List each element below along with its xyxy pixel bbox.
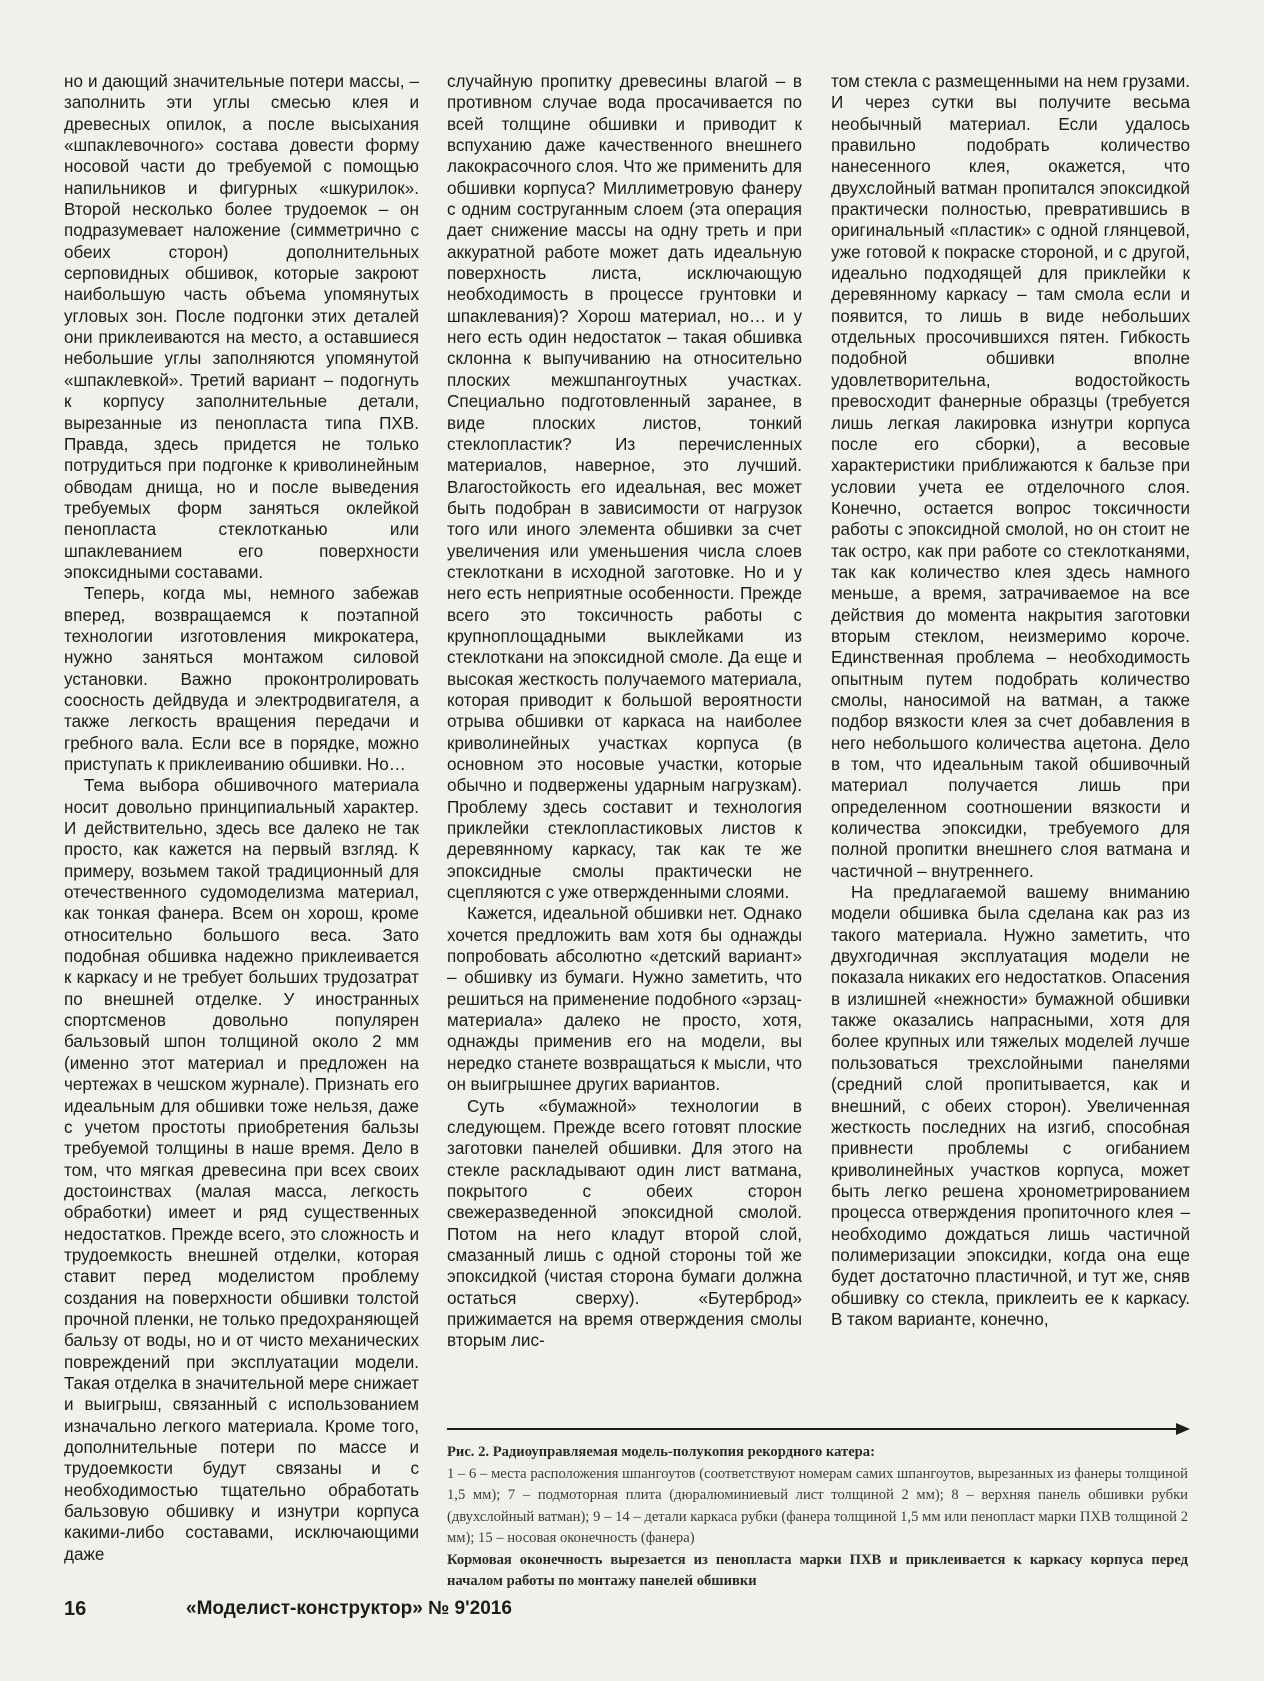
text-column-2 [447,71,802,1352]
paragraph: но и дающий значительные потери массы, – заполнить эти углы смесью клея и древесных опилок, а после высыхания «шпаклевочного» состава довести форму носовой части до требуемой с помощью напильников и фигурных «шкурилок». Второй несколько более трудоемок – он подразумевает наложение (симметрично с обеих сторон) дополнительных серповидных обшивок, которые закроют наибольшую часть объема упомянутых угловых зон. После подгонки этих деталей они приклеиваются на место, а оставшиеся небольшие углы заполняются упомянутой «шпаклевкой». Третий вариант – подогнуть к корпусу заполнительные детали, вырезанные из пенопласта типа ПХВ. Правда, здесь придется не только потрудиться при подгонке к криволинейным обводам днища, но и после выведения требуемых форм заняться оклейкой пенопласта стеклотканью или шпаклеванием его поверхности эпоксидными составами. [64,72,419,582]
caption-body: 1 – 6 – места расположения шпангоутов (соответствуют номерам самих шпангоутов, вырезанных из фанеры толщиной 1,5 мм); 7 – подмоторная плита (дюралюминиевый лист толщиной 2 мм); 8 – верхняя панель обшивки рубки (двухслойный ватман); 9 – 14 – детали каркаса рубки (фанера толщиной 1,5 мм или пенопласт марки ПХВ толщиной 2 мм); 15 – носовая оконечность (фанера) [447,1465,1188,1546]
paragraph: Теперь, когда мы, немного забежав вперед, возвращаемся к поэтапной технологии изготовления микрокатера, нужно заняться монтажом силовой установки. Важно проконтролировать соосность дейдвуда и электродвигателя, а также легкость вращения передачи и гребного вала. Если все в порядке, можно приступать к приклеиванию обшивки. Но… [64,584,419,774]
caption-note: Кормовая оконечность вырезается из пенопласта марки ПХВ и приклеивается к каркасу корпуса перед началом работы по монтажу панелей обшивки [447,1551,1188,1589]
paragraph: Кажется, идеальной обшивки нет. Однако хочется предложить вам хотя бы однажды попробовать абсолютно «детский вариант» – обшивку из бумаги. Нужно заметить, что решиться на применение подобного «эрзац-материала» далеко не просто, хотя, однажды применив его на модели, вы нередко станете возвращаться к мысли, что он выигрышнее других вариантов. [447,904,802,1095]
paragraph: Тема выбора обшивочного материала носит довольно принципиальный характер. И действительно, здесь все далеко не так просто, как кажется на первый взгляд. К примеру, возьмем такой традиционный для отечественного судомоделизма материал, как тонкая фанера. Всем он хорош, кроме относительно большого веса. Зато подобная обшивка надежно приклеивается к каркасу и не требует больших трудозатрат по внешней отделке. У иностранных спортсменов довольно популярен бальзовый шпон толщиной около 2 мм (именно этот материал и предложен на чертежах в чешском журнале). Признать его идеальным для обшивки тоже нельзя, даже с учетом простоты приобретения бальзы требуемой толщины в наше время. Дело в том, что мягкая древесина при всех своих достоинствах (малая масса, легкость обработки) имеет и ряд существенных недостатков. Прежде всего, это сложность и трудоемкость внешней отделки, которая ставит перед моделистом проблему создания на поверхности обшивки толстой прочной пленки, не только предохраняющей бальзу от воды, но и от чисто механических повреждений при эксплуатации модели. Такая отделка в значительной мере снижает и выигрыш, связанный с использованием изначально легкого материала. Кроме того, дополнительные потери по массе и трудоемкости будут связаны и с необходимостью тщательно обработать бальзовую обшивку и изнутри корпуса какими-либо составами, исключающими даже [64,776,419,1564]
page-number: 16 [64,1598,87,1620]
magazine-title: «Моделист-конструктор» № 9'2016 [186,1598,512,1619]
caption-title: Рис. 2. Радиоуправляемая модель-полукопия рекордного катера: [447,1444,875,1460]
paragraph: том стекла с размещенными на нем грузами. И через сутки вы получите весьма необычный материал. Если удалось правильно подобрать количество нанесенного клея, окажется, что двухслойный ватман пропитался эпоксидкой практически полностью, превратившись в оригинальный «пластик» с одной глянцевой, уже готовой к покраске стороной, и с другой, идеально подходящей для приклейки к деревянному каркасу – там смола если и появится, то лишь в виде небольших отдельных просочившихся пятен. Гибкость подобной обшивки вполне удовлетворительна, водостойкость превосходит фанерные образцы (требуется лишь легкая лакировка изнутри корпуса после его сборки), а весовые характеристики приближаются к бальзе при условии учета ее отделочного слоя. Конечно, остается вопрос токсичности работы с эпоксидной смолой, но он стоит не так остро, как при работе со стеклотканями, так как количество клея здесь намного меньше, а время, затрачиваемое на все действия до момента накрытия заготовки вторым стеклом, неизмеримо короче. Единственная проблема – необходимость опытным путем подобрать количество смолы, наносимой на ватман, а также подбор вязкости клея за счет добавления в него небольшого количества ацетона. Дело в том, что идеальным такой обшивочный материал получается лишь при определенном соотношении вязкости и количества эпоксидки, требуемого для полной пропитки внешнего слоя ватмана и частичной – внутреннего. [831,72,1190,881]
figure-caption [447,1442,1188,1593]
paragraph: На предлагаемой вашему вниманию модели обшивка была сделана как раз из такого материала. Нужно заметить, что двухгодичная эксплуатация модели не показала никаких его недостатков. Опасения в излишней «нежности» бумажной обшивки также оказались напрасными, хотя для более крупных или тяжелых моделей лучше пользоваться трехслойными панелями (средний слой пропитывается, как и внешний, с обеих сторон). Увеличенная жесткость последних на изгиб, способная привнести проблемы с огибанием криволинейных участков корпуса, может быть легко решена хронометрированием процесса отверждения пропиточного клея – необходимо дождаться лишь частичной полимеризации эпоксидки, когда она еще будет достаточно пластичной, и тут же, сняв обшивку со стекла, приклеить ее к каркасу. В таком варианте, конечно, [831,883,1190,1329]
paragraph: случайную пропитку древесины влагой – в противном случае вода просачивается по всей толщине обшивки и приводит к вспуханию даже качественного внешнего лакокрасочного слоя. Что же применить для обшивки корпуса? Миллиметровую фанеру с одним соструганным слоем (эта операция дает снижение массы на одну треть и при аккуратной работе может дать идеальную поверхность листа, исключающую необходимость в процессе грунтовки и шпаклевания)? Хорош материал, но… и у него есть один недостаток – такая обшивка склонна к выпучиванию на относительно плоских межшпангоутных участках. Специально подготовленный заранее, в виде плоских листов, тонкий стеклопластик? Из перечисленных материалов, наверное, это лучший. Влагостойкость его идеальная, вес может быть подобран в зависимости от нагрузок того или иного элемента обшивки за счет увеличения или уменьшения числа слоев стеклоткани в исходной заготовке. Но и у него есть неприятные особенности. Прежде всего это токсичность работы с крупноплощадными выклейками из стеклоткани на эпоксидной смоле. Да еще и высокая жесткость получаемого материала, которая приводит к большой вероятности отрыва обшивки от каркаса на наиболее криволинейных участках корпуса (в основном это носовые участки, которые обычно и подвержены ударным нагрузкам). Проблему здесь составит и технология приклейки стеклопластиковых листов к деревянному каркасу, так как те же эпоксидные смолы практически не сцепляются с уже отвержденными слоями. [447,72,802,903]
continuation-arrow-icon [447,1422,1190,1436]
text-column-3 [831,71,1190,1330]
text-column-1 [64,71,419,1565]
paragraph: Суть «бумажной» технологии в следующем. Прежде всего готовят плоские заготовки панелей обшивки. Для этого на стекле раскладывают один лист ватмана, покрытого с обеих сторон свежеразведенной эпоксидной смолой. Потом на него кладут второй слой, смазанный лишь с одной стороны той же эпоксидкой (чистая сторона бумаги должна остаться сверху). «Бутерброд» прижимается на время отверждения смолы вторым лис- [447,1096,802,1351]
